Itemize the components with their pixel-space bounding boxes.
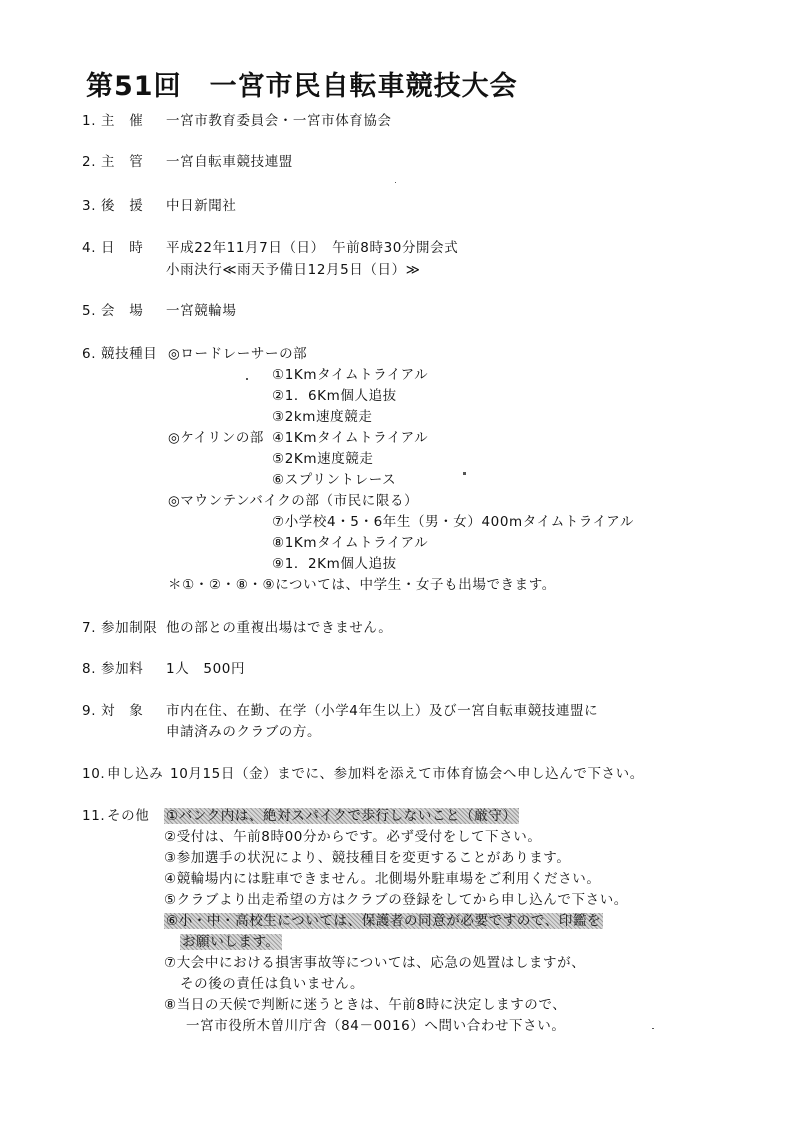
item-value: 一宮競輪場 [166,303,237,319]
item-label: その他 [107,808,150,824]
event-group-heading: ◎マウンテンバイクの部（市民に限る） [168,493,419,509]
item-number: 11. [82,808,106,824]
item-number: 8. [82,661,97,677]
note-item: ⑧当日の天候で判断に迷うときは、午前8時に決定しますので、 [164,997,567,1013]
event-item: ⑦小学校4・5・6年生（男・女）400mタイムトライアル [272,514,634,530]
event-item: ⑤2Km速度競走 [272,451,374,467]
event-item: ⑥スプリントレース [272,472,397,488]
document-title: 第51回 一宮市民自転車競技大会 [86,71,518,102]
note-item: ③参加選手の状況により、競技種目を変更することがあります。 [164,850,571,866]
item-number: 5. [82,303,97,319]
item-label: 後 援 [101,198,144,214]
item-label: 主 管 [101,154,144,170]
scan-speck [246,378,248,380]
item-number: 3. [82,198,97,214]
item-label: 参加料 [101,661,144,677]
item-label: 日 時 [101,240,144,256]
item-number: 2. [82,154,97,170]
event-item: ③2km速度競走 [272,409,373,425]
scan-speck [463,472,466,475]
note-item: ⑤クラブより出走希望の方はクラブの登録をしてから申し込んで下さい。 [164,892,628,908]
item-value: 一宮自転車競技連盟 [166,154,293,170]
event-item: ⑧1Kmタイムトライアル [272,535,429,551]
item-number: 9. [82,703,97,719]
note-item: その後の責任は負いません。 [180,976,365,992]
note-item: ⑦大会中における損害事故等については、応急の処置はしますが、 [164,955,586,971]
item-number: 1. [82,113,97,129]
item-value: 10月15日（金）までに、参加料を添えて市体育協会へ申し込んで下さい。 [170,766,644,782]
item-value: 申請済みのクラブの方。 [166,724,322,740]
note-item-highlighted: ①バンク内は、絶対スパイクで歩行しないこと（厳守） [166,808,517,824]
event-group-heading: ◎ケイリンの部 [168,430,265,446]
scan-speck [395,182,396,183]
item-value: 市内在住、在勤、在学（小学4年生以上）及び一宮自転車競技連盟に [166,703,599,719]
item-number: 7. [82,620,97,636]
item-label: 会 場 [101,303,144,319]
item-number: 10. [82,766,106,782]
item-value: 1人 500円 [166,661,246,677]
item-label: 対 象 [101,703,144,719]
scan-speck [652,1028,654,1029]
event-item: ④1Kmタイムトライアル [272,430,429,446]
item-label: 参加制限 [101,620,158,636]
item-number: 6. [82,346,97,362]
item-value: 小雨決行≪雨天予備日12月5日（日）≫ [166,262,421,278]
event-item: ⑨1．2Km個人追抜 [272,556,397,572]
note-item: ②受付は、午前8時00分からです。必ず受付をして下さい。 [164,829,542,845]
item-value: 一宮市教育委員会・一宮市体育協会 [166,113,392,129]
note-item: 一宮市役所木曽川庁舎（84－0016）へ問い合わせ下さい。 [186,1018,566,1034]
event-item: ②1．6Km個人追抜 [272,388,397,404]
event-item: ①1Kmタイムトライアル [272,367,429,383]
item-value: 平成22年11月7日（日） 午前8時30分開会式 [166,240,459,256]
note-item-highlighted: ⑥小・中・高校生については、保護者の同意が必要ですので、印鑑を [166,913,602,929]
item-label: 主 催 [101,113,144,129]
item-label: 申し込み [107,766,164,782]
item-number: 4. [82,240,97,256]
item-value: 中日新聞社 [166,198,237,214]
note-item: ④競輪場内には駐車できません。北側場外駐車場をご利用ください。 [164,871,601,887]
item-value: 他の部との重複出場はできません。 [166,620,393,636]
item-label: 競技種目 [101,346,158,362]
note-item-highlighted: お願いします。 [182,934,280,950]
event-note: ＊①・②・⑧・⑨については、中学生・女子も出場できます。 [168,577,556,593]
event-group-heading: ◎ロードレーサーの部 [168,346,308,362]
